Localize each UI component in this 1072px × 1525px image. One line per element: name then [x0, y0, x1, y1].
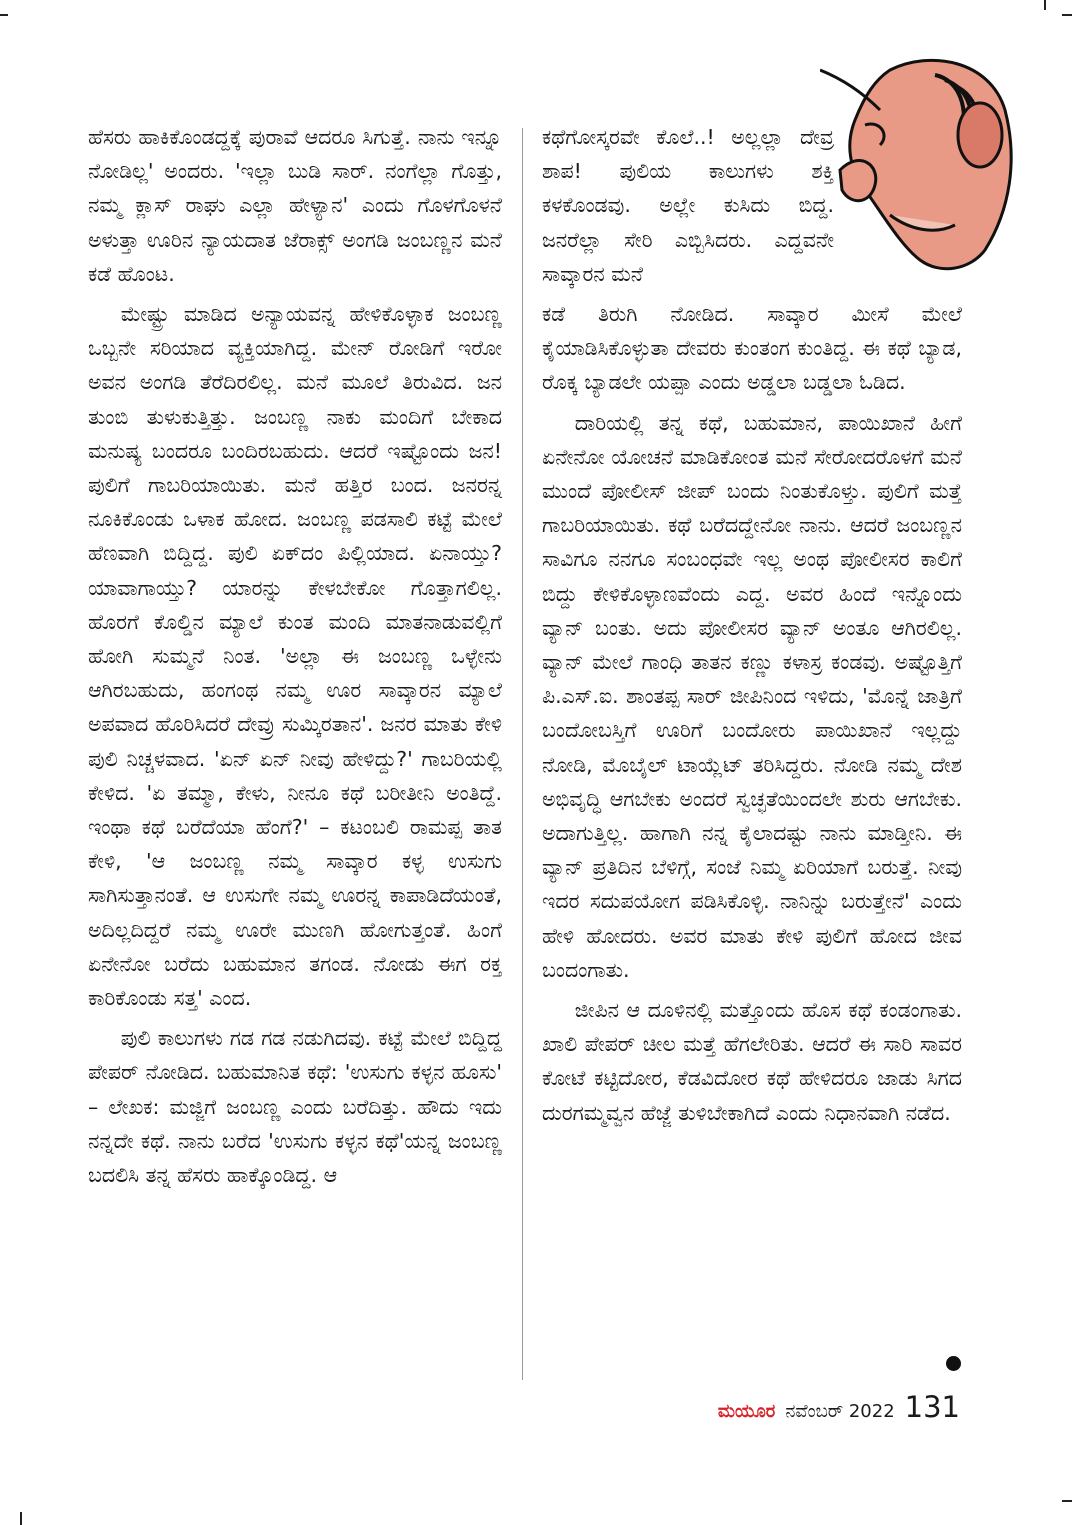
paragraph: ಜೀಪಿನ ಆ ದೂಳಿನಲ್ಲಿ ಮತ್ತೊಂದು ಹೊಸ ಕಥೆ ಕಂಡಂಗಾತು. ಖಾಲಿ ಪೇಪರ್ ಚೀಲ ಮತ್ತೆ ಹೆಗಲೇರಿತು. ಆದರೆ ಈ ಸಾರಿ ಸಾವರ ಕೋಟೆ ಕಟ್ಟಿದೋರ, ಕೆಡವಿದೋರ ಕಥೆ ಹೇಳಿದರೂ ಜಾಡು ಸಿಗದ ದುರಗಮ್ಮವ್ವನ ಹೆಜ್ಜೆ ತುಳಿಬೇಕಾಗಿದೆ ಎಂದು ನಿಧಾನವಾಗಿ ನಡೆದ.	[542, 998, 962, 1125]
column-divider	[522, 128, 523, 1380]
crop-mark-top-right-h	[1062, 14, 1072, 16]
crop-mark-bottom-right	[1062, 1500, 1072, 1502]
paragraph: ಮೇಷ್ಟ್ರು ಮಾಡಿದ ಅನ್ಯಾಯವನ್ನ ಹೇಳಿಕೊಳ್ಳಾಕ ಜಂಬಣ್ಣ ಒಬ್ಬನೇ ಸರಿಯಾದ ವ್ಯಕ್ತಿಯಾಗಿದ್ದ. ಮೇನ್ ರೋಡಿಗೆ ಇರೋ ಅವನ ಅಂಗಡಿ ತೆರೆದಿರಲಿಲ್ಲ. ಮನೆ ಮೂಲೆ ತಿರುವಿದ. ಜನ ತುಂಬಿ ತುಳುಕುತ್ತಿತ್ತು. ಜಂಬಣ್ಣ ನಾಕು ಮಂದಿಗೆ ಬೇಕಾದ ಮನುಷ್ಯ ಬಂದರೂ ಬಂದಿರಬಹುದು. ಆದರೆ ಇಷ್ಟೊಂದು ಜನ! ಪುಲಿಗೆ ಗಾಬರಿಯಾಯಿತು. ಮನೆ ಹತ್ತಿರ ಬಂದ. ಜನರನ್ನ ನೂಕಿಕೊಂಡು ಒಳಾಕ ಹೋದ. ಜಂಬಣ್ಣ ಪಡಸಾಲಿ ಕಟ್ಟೆ ಮೇಲೆ ಹೆಣವಾಗಿ ಬಿದ್ದಿದ್ದ. ಪುಲಿ ಏಕ್‌ದಂ ಪಿಲ್ಲಿಯಾದ. ಏನಾಯ್ತು? ಯಾವಾಗಾಯ್ತು? ಯಾರನ್ನು ಕೇಳಬೇಕೋ ಗೊತ್ತಾಗಲಿಲ್ಲ. ಹೊರಗೆ ಕೊಲ್ಡಿನ ಮ್ಯಾಲೆ ಕುಂತ ಮಂದಿ ಮಾತನಾಡುವಲ್ಲಿಗೆ ಹೋಗಿ ಸುಮ್ಮನೆ ನಿಂತ. 'ಅಲ್ಲಾ ಈ ಜಂಬಣ್ಣ ಒಳ್ಳೇನು ಆಗಿರಬಹುದು, ಹಂಗಂಥ ನಮ್ಮ ಊರ ಸಾವ್ಕಾರನ ಮ್ಯಾಲೆ ಅಪವಾದ ಹೊರಿಸಿದರೆ ದೇವ್ರು ಸುಮ್ಕಿರತಾನ'. ಜನರ ಮಾತು ಕೇಳಿ ಪುಲಿ ನಿಚ್ಚಳವಾದ. 'ಏನ್ ಏನ್ ನೀವು ಹೇಳಿದ್ದು?' ಗಾಬರಿಯಲ್ಲಿ ಕೇಳಿದ. 'ಏ ತಮ್ಮಾ, ಕೇಳು, ನೀನೂ ಕಥೆ ಬರೀತೀನಿ ಅಂತಿದ್ದೆ. ಇಂಥಾ ಕಥೆ ಬರೆದೆಯಾ ಹೆಂಗೆ?' – ಕಟಂಬಲಿ ರಾಮಪ್ಪ ತಾತ ಕೇಳಿ, 'ಆ ಜಂಬಣ್ಣ ನಮ್ಮ ಸಾವ್ಕಾರ ಕಳ್ಳ ಉಸುಗು ಸಾಗಿಸುತ್ತಾನಂತೆ. ಆ ಉಸುಗೇ ನಮ್ಮ ಊರನ್ನ ಕಾಪಾಡಿದೆಯಂತೆ, ಅದಿಲ್ಲದಿದ್ದರೆ ನಮ್ಮ ಊರೇ ಮುಣಗಿ ಹೋಗುತ್ತಂತೆ. ಹಿಂಗೆ ಏನೇನೋ ಬರೆದು ಬಹುಮಾನ ತಗಂಡ. ನೋಡು ಈಗ ರಕ್ತ ಕಾರಿಕೊಂಡು ಸತ್ತ' ಎಂದ.	[88, 302, 502, 1011]
crop-mark-top-left	[0, 14, 8, 16]
magazine-name: ಮಯೂರ	[717, 1401, 776, 1422]
paragraph: ಹೆಸರು ಹಾಕಿಕೊಂಡದ್ದಕ್ಕೆ ಪುರಾವೆ ಆದರೂ ಸಿಗುತ್ತೆ. ನಾನು ಇನ್ನೂ ನೋಡಿಲ್ಲ' ಅಂದರು. 'ಇಲ್ಲಾ ಬುಡಿ ಸಾರ್. ನಂಗೆಲ್ಲಾ ಗೊತ್ತು, ನಮ್ಮ ಕ್ಲಾಸ್ ರಾಘು ಎಲ್ಲಾ ಹೇಳ್ಯಾನ' ಎಂದು ಗೊಳಗೊಳನೆ ಅಳುತ್ತಾ ಊರಿನ ನ್ಯಾಯದಾತ ಜೆರಾಕ್ಸ್ ಅಂಗಡಿ ಜಂಬಣ್ಣನ ಮನೆ ಕಡೆ ಹೊಂಟ.	[88, 125, 502, 286]
article-column-right	[542, 120, 962, 1136]
paragraph: ಪುಲಿ ಕಾಲುಗಳು ಗಡ ಗಡ ನಡುಗಿದವು. ಕಟ್ಟೆ ಮೇಲೆ ಬಿದ್ದಿದ್ದ ಪೇಪರ್ ನೋಡಿದ. ಬಹುಮಾನಿತ ಕಥೆ: 'ಉಸುಗು ಕಳ್ಳನ ಹೂಸು' – ಲೇಖಕ: ಮಜ್ಜಿಗೆ ಜಂಬಣ್ಣ ಎಂದು ಬರೆದಿತ್ತು. ಹೌದು ಇದು ನನ್ನದೇ ಕಥೆ. ನಾನು ಬರೆದ 'ಉಸುಗು ಕಳ್ಳನ ಕಥೆ'ಯನ್ನ ಜಂಬಣ್ಣ ಬದಲಿಸಿ ತನ್ನ ಹೆಸರು ಹಾಕ್ಕೊಂಡಿದ್ದ. ಆ	[88, 1026, 502, 1188]
crop-mark-bottom-left	[20, 1512, 22, 1525]
article-column-left	[88, 120, 502, 1198]
paragraph-wrapped: ಕಥೆಗೋಸ್ಕರವೇ ಕೊಲೆ..! ಅಲ್ಲಲ್ಲಾ ದೇವ್ರ ಶಾಪ! ಪುಲಿಯ ಕಾಲುಗಳು ಶಕ್ತಿ ಕಳಕೊಂಡವು. ಅಲ್ಲೇ ಕುಸಿದು ಬಿದ್ದ. ಜನರೆಲ್ಲಾ ಸೇರಿ ಎಬ್ಬಿಸಿದರು. ಎದ್ದವನೇ ಸಾವ್ಕಾರನ ಮನೆ	[542, 125, 834, 286]
paragraph: ಕಡೆ ತಿರುಗಿ ನೋಡಿದ. ಸಾವ್ಕಾರ ಮೀಸೆ ಮೇಲೆ ಕೈಯಾಡಿಸಿಕೊಳ್ಳುತಾ ದೇವರು ಕುಂತಂಗ ಕುಂತಿದ್ದ. ಈ ಕಥೆ ಬ್ಯಾಡ, ರೊಕ್ಕ ಬ್ಯಾಡಲೇ ಯಪ್ಪಾ ಎಂದು ಅಡ್ಡಲಾ ಬಡ್ಡಲಾ ಓಡಿದ.	[542, 302, 962, 395]
paragraph: ದಾರಿಯಲ್ಲಿ ತನ್ನ ಕಥೆ, ಬಹುಮಾನ, ಪಾಯಿಖಾನೆ ಹೀಗೆ ಏನೇನೋ ಯೋಚನೆ ಮಾಡಿಕೋಂತ ಮನೆ ಸೇರೋದರೊಳಗೆ ಮನೆ ಮುಂದೆ ಪೋಲೀಸ್ ಜೀಪ್ ಬಂದು ನಿಂತುಕೊಳ್ತು. ಪುಲಿಗೆ ಮತ್ತೆ ಗಾಬರಿಯಾಯಿತು. ಕಥೆ ಬರೆದದ್ದೇನೋ ನಾನು. ಆದರೆ ಜಂಬಣ್ಣನ ಸಾವಿಗೂ ನನಗೂ ಸಂಬಂಧವೇ ಇಲ್ಲ ಅಂಥ ಪೋಲೀಸರ ಕಾಲಿಗೆ ಬಿದ್ದು ಕೇಳಿಕೊಳ್ಳಾಣವೆಂದು ಎದ್ದ. ಅವರ ಹಿಂದೆ ಇನ್ನೊಂದು ವ್ಯಾನ್ ಬಂತು. ಅದು ಪೋಲೀಸರ ವ್ಯಾನ್ ಅಂತೂ ಆಗಿರಲಿಲ್ಲ. ವ್ಯಾನ್ ಮೇಲೆ ಗಾಂಧಿ ತಾತನ ಕಣ್ಣು ಕಳಾಸ್ರ ಕಂಡವು. ಅಷ್ಟೊತ್ತಿಗೆ ಪಿ.ಎಸ್.ಐ. ಶಾಂತಪ್ಪ ಸಾರ್ ಜೀಪಿನಿಂದ ಇಳಿದು, 'ಮೊನ್ನೆ ಜಾತ್ರಿಗೆ ಬಂದೋಬಸ್ತಿಗೆ ಊರಿಗೆ ಬಂದೋರು ಪಾಯಿಖಾನೆ ಇಲ್ಲದ್ದು ನೋಡಿ, ಮೊಬೈಲ್ ಟಾಯ್ಲೆಟ್ ತರಿಸಿದ್ದರು. ನೋಡಿ ನಮ್ಮ ದೇಶ ಅಭಿವೃದ್ಧಿ ಆಗಬೇಕು ಅಂದರೆ ಸ್ವಚ್ಛತೆಯಿಂದಲೇ ಶುರು ಆಗಬೇಕು. ಅದಾಗುತ್ತಿಲ್ಲ. ಹಾಗಾಗಿ ನನ್ನ ಕೈಲಾದಷ್ಟು ನಾನು ಮಾಡ್ತೀನಿ. ಈ ವ್ಯಾನ್ ಪ್ರತಿದಿನ ಬೆಳಿಗ್ಗೆ, ಸಂಜೆ ನಿಮ್ಮ ಏರಿಯಾಗೆ ಬರುತ್ತೆ. ನೀವು ಇದರ ಸದುಪಯೋಗ ಪಡಿಸಿಕೊಳ್ಳಿ. ನಾನಿನ್ನು ಬರುತ್ತೇನೆ' ಎಂದು ಹೇಳಿ ಹೋದರು. ಅವರ ಮಾತು ಕೇಳಿ ಪುಲಿಗೆ ಹೋದ ಜೀವ ಬಂದಂಗಾತು.	[542, 410, 962, 982]
end-of-article-bullet	[946, 1356, 961, 1371]
page-number: 131	[904, 1390, 960, 1424]
issue-date: ನವೆಂಬರ್ 2022	[785, 1401, 895, 1422]
page-footer	[718, 1390, 960, 1424]
crop-mark-top-right	[1044, 0, 1046, 10]
